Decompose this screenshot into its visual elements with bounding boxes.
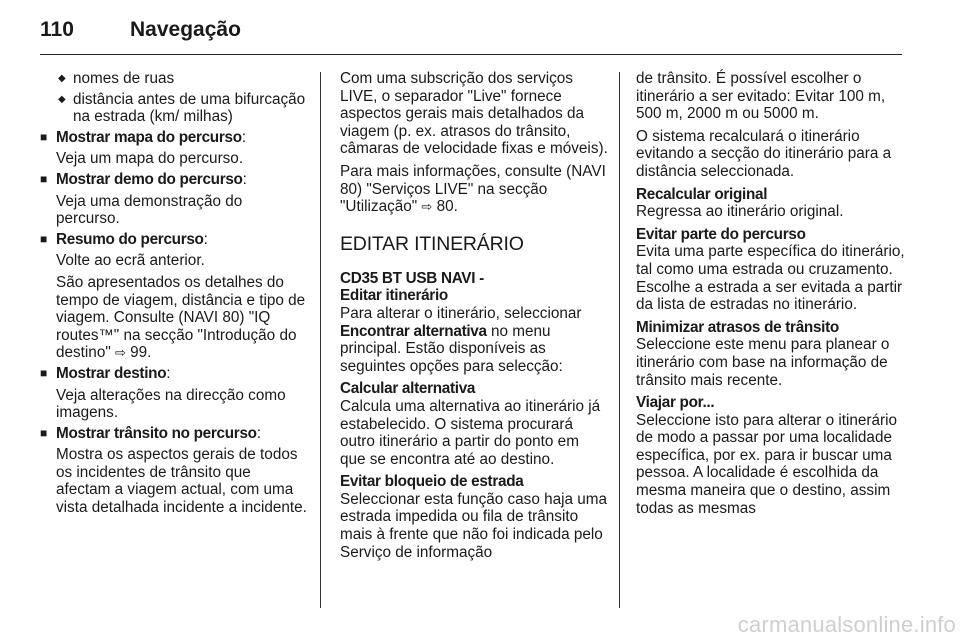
bullet-description-detail <box>40 274 308 362</box>
sub-heading: CD35 BT USB NAVI - <box>340 269 484 287</box>
option-description: Regressa ao itinerário original. <box>636 203 844 221</box>
page-reference: 99. <box>125 344 152 362</box>
watermark: carmanualsonline.info <box>737 612 956 637</box>
sub-bullet-text: nomes de ruas <box>73 70 175 87</box>
square-bullet-icon: ■ <box>40 129 48 144</box>
bullet-route-summary <box>40 231 308 249</box>
paragraph-text: Para mais informações, consulte (NAVI 80) "Serviços LIVE" na secção "Utilização" <box>340 162 606 216</box>
paragraph-more-info <box>340 163 608 216</box>
bullet-description: Veja uma demonstração do percurso. <box>56 192 243 228</box>
sub-heading: Editar itinerário <box>340 287 448 305</box>
option-description: Seleccionar esta função caso haja uma estrada impedida ou fila de trânsito mais à frente que não foi indicada pelo Serviço de informação <box>340 490 608 561</box>
sub-bullet-text: distância antes de uma bifurcação na estrada (km/ milhas) <box>73 90 306 126</box>
term-colon: : <box>166 364 171 382</box>
square-bullet-icon: ■ <box>40 231 48 246</box>
page-title: Navegação <box>130 18 241 41</box>
option-description: Seleccione isto para alterar o itinerário de modo a passar por uma localidade específica, por ex. para ir buscar uma pessoa. A localidade é escolhida da mesma maneira que o destino, assim todas as mesmas <box>636 411 898 517</box>
column-1 <box>40 70 308 519</box>
detail-text: São apresentados os detalhes do tempo de viagem, distância e tipo de viagem. Consulte (NAVI 80) "IQ routes™" na secção "Introdução do destino" <box>56 273 306 362</box>
square-bullet-icon: ■ <box>40 365 48 380</box>
menu-term: Mostrar mapa do percurso <box>56 128 242 146</box>
menu-term: Mostrar destino <box>56 364 167 382</box>
term-colon: : <box>241 128 247 146</box>
bullet-description: Veja alterações na direcção como imagens. <box>56 386 286 422</box>
section-heading: EDITAR ITINERÁRIO <box>340 232 524 255</box>
column-divider <box>619 72 620 608</box>
column-3 <box>636 70 906 517</box>
paragraph-avoid-distance: de trânsito. É possível escolher o itinerário a ser evitado: Evitar 100 m, 500 m, 2000 m ou 5000 m. <box>636 70 886 123</box>
option-term: Evitar parte do percurso <box>636 225 806 243</box>
bullet-show-route-demo <box>40 171 308 189</box>
square-bullet-icon: ■ <box>40 171 48 186</box>
paragraph-edit-intro <box>340 305 608 375</box>
option-description: Seleccione este menu para planear o itinerário com base na informação de trânsito mais recente. <box>636 336 890 389</box>
term-colon: : <box>256 424 261 442</box>
menu-term: Encontrar alternativa <box>340 322 487 340</box>
term-colon: : <box>203 230 208 248</box>
sub-bullet-distance <box>40 91 308 126</box>
bullet-show-traffic-on-route <box>40 425 308 443</box>
page-reference-arrow-icon: ⇨ <box>115 345 126 361</box>
diamond-bullet-icon: ◆ <box>58 93 66 105</box>
sub-bullet-street-names <box>40 70 308 88</box>
bullet-show-destination <box>40 365 308 383</box>
term-colon: : <box>242 170 247 188</box>
paragraph-text: Para alterar o itinerário, seleccionar <box>340 304 582 322</box>
diamond-bullet-icon: ◆ <box>58 73 66 84</box>
bullet-description: Mostra os aspectos gerais de todos os incidentes de trânsito que afectam a viagem actual, com uma vista detalhada incidente a incidente. <box>56 446 307 517</box>
page-number: 110 <box>40 18 74 41</box>
option-term: Calcular alternativa <box>340 380 476 398</box>
header-rule <box>40 54 902 55</box>
menu-term: Resumo do percurso <box>56 230 204 248</box>
bullet-description: Veja um mapa do percurso. <box>56 150 244 168</box>
option-term: Recalcular original <box>636 185 768 203</box>
option-description: Evita uma parte específica do itinerário, tal como uma estrada ou cruzamento. Escolhe a estrada a ser evitada a partir da lista de estradas no itinerário. <box>636 243 905 314</box>
menu-term: Mostrar demo do percurso <box>56 170 243 188</box>
paragraph-live-services: Com uma subscrição dos serviços LIVE, o separador "Live" fornece aspectos gerais mais detalhados da viagem (p. ex. atrasos do trânsito, câmaras de velocidade fixas e móveis). <box>340 70 608 158</box>
square-bullet-icon: ■ <box>40 425 48 440</box>
option-term: Evitar bloqueio de estrada <box>340 473 524 491</box>
option-term: Viajar por... <box>636 394 715 412</box>
bullet-description: Volte ao ecrã anterior. <box>56 252 205 270</box>
option-description: Calcula uma alternativa ao itinerário já estabelecido. O sistema procurará outro itinerário a partir do ponto em que se encontra até ao destino. <box>340 397 601 468</box>
option-term: Minimizar atrasos de trânsito <box>636 318 839 336</box>
column-2 <box>340 70 608 561</box>
paragraph-text: no menu principal. Estão disponíveis as seguintes opções para selecção: <box>340 322 563 375</box>
menu-term: Mostrar trânsito no percurso <box>56 424 257 442</box>
page-reference-arrow-icon: ⇨ <box>421 199 433 215</box>
paragraph-recalculate: O sistema recalculará o itinerário evitando a secção do itinerário para a distância seleccionada. <box>636 127 892 180</box>
column-divider <box>320 72 321 608</box>
bullet-show-route-map <box>40 129 308 147</box>
page-reference: 80. <box>432 198 458 216</box>
